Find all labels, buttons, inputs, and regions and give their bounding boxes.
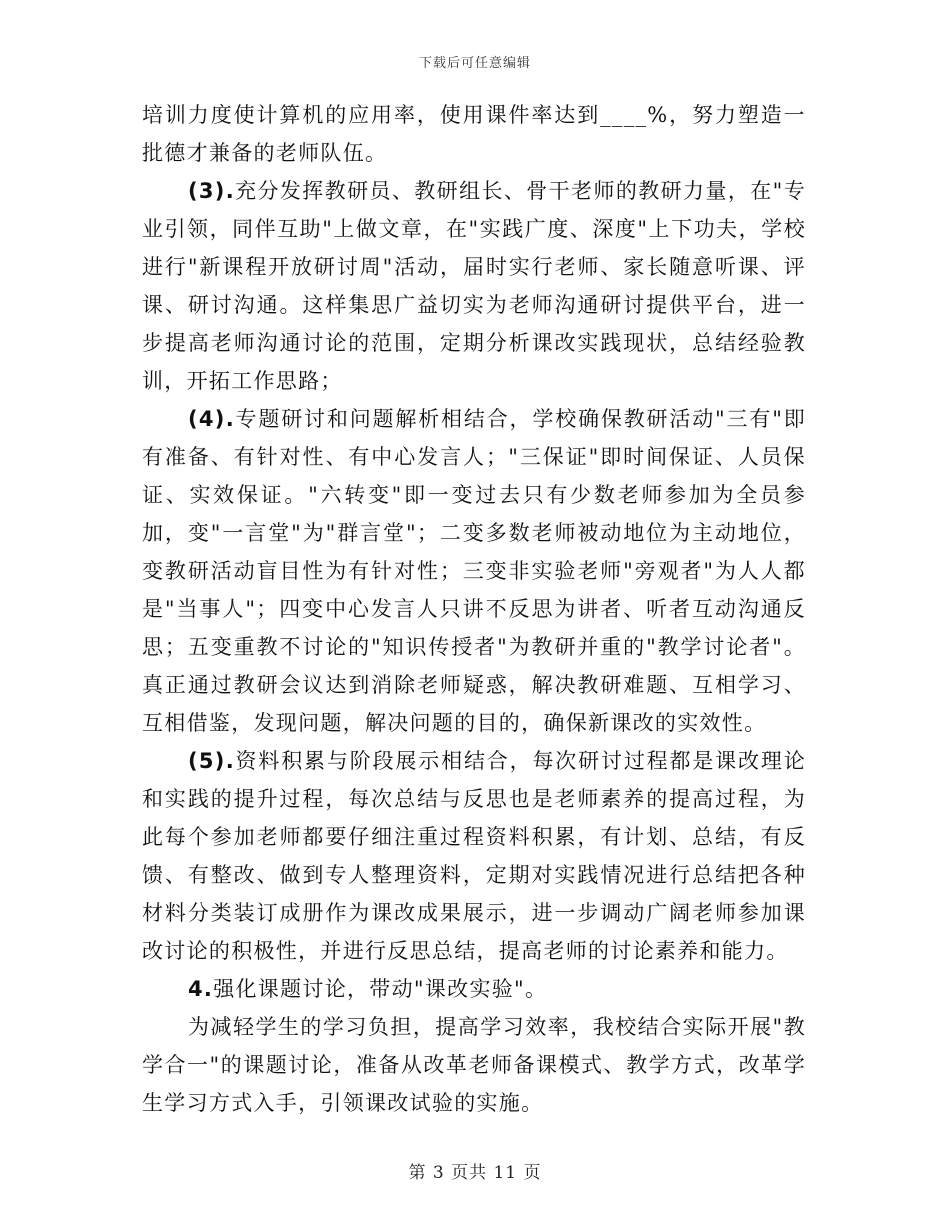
section-title-4: 强化课题讨论，带动"课改实验"。: [213, 977, 548, 1001]
paragraph-6: 为减轻学生的学习负担，提高学习效率，我校结合实际开展"教学合一"的课题讨论，准备从改革老师备课模式、教学方式，改革学生学习方式入手，引领课改试验的实施。: [142, 1015, 806, 1115]
item-text-4: 专题研讨和问题解析相结合，学校确保教研活动"三有"即有准备、有针对性、有中心发言人；"三保证"即时间保证、人员保证、实效保证。"六转变"即一变过去只有少数老师参加为全员参加，变"一言堂"为"群言堂"；二变多数老师被动地位为主动地位，变教研活动盲目性为有针对性；三变非实验老师"旁观者"为人人都是"当事人"；四变中心发言人只讲不反思为讲者、听者互动沟通反思；五变重教不讨论的"知识传授者"为教研并重的"教学讨论者"。真正通过教研会议达到消除老师疑惑，解决教研难题、互相学习、互相借鉴，发现问题，解决问题的目的，确保新课改的实效性。: [142, 407, 806, 735]
page-header: 下载后可任意编辑: [418, 56, 531, 71]
paragraph-1: 培训力度使计算机的应用率，使用课件率达到____%，努力塑造一批德才兼备的老师队伍。: [142, 103, 806, 165]
document-body: [142, 96, 806, 1122]
item-number-4: (4).: [188, 407, 235, 431]
page-footer: 第 3 页共 11 页: [408, 1163, 542, 1183]
section-number-4: 4.: [188, 977, 214, 1001]
paragraph-item-3: [142, 172, 806, 400]
item-text-5: 资料积累与阶段展示相结合，每次研讨过程都是课改理论和实践的提升过程，每次总结与反思也是老师素养的提高过程，为此每个参加老师都要仔细注重过程资料积累，有计划、总结，有反馈、有整改、做到专人整理资料，定期对实践情况进行总结把各种材料分类装订成册作为课改成果展示，进一步调动广阔老师参加课改讨论的积极性，并进行反思总结，提高老师的讨论素养和能力。: [142, 749, 806, 963]
item-number-3: (3).: [188, 179, 235, 203]
item-text-3: 充分发挥教研员、教研组长、骨干老师的教研力量，在"专业引领，同伴互助"上做文章，在"实践广度、深度"上下功夫，学校进行"新课程开放研讨周"活动，届时实行老师、家长随意听课、评课、研讨沟通。这样集思广益切实为老师沟通研讨提供平台，进一步提高老师沟通讨论的范围，定期分析课改实践现状，总结经验教训，开拓工作思路；: [142, 179, 806, 393]
paragraph-item-5: [142, 742, 806, 970]
paragraph-item-4: [142, 400, 806, 742]
item-number-5: (5).: [188, 749, 235, 773]
section-heading-4: [142, 970, 806, 1008]
